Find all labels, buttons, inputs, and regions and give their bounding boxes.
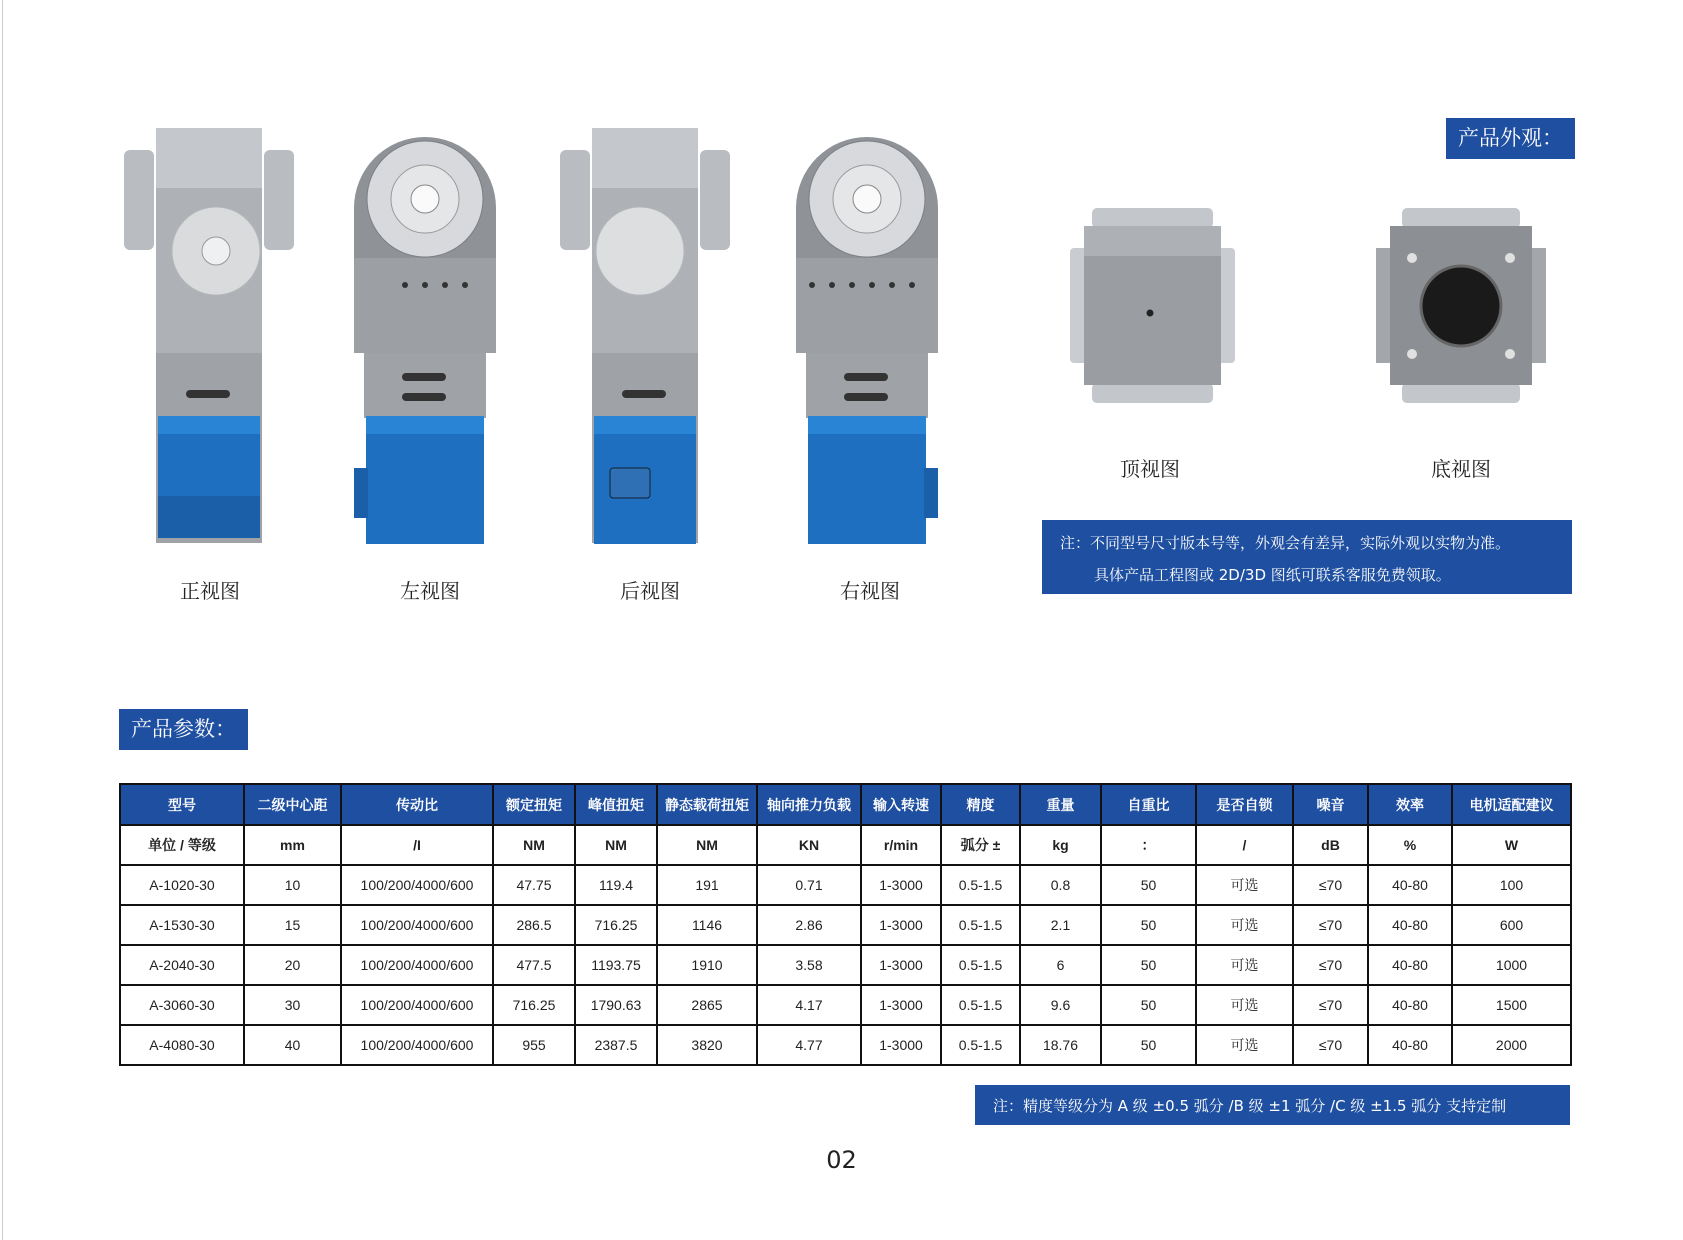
- table-row: [120, 985, 1571, 1025]
- table-cell: 0.5-1.5: [941, 905, 1020, 945]
- page-left-rule: [2, 0, 3, 1240]
- table-cell: 600: [1452, 905, 1571, 945]
- top-view-image: [1070, 208, 1235, 403]
- table-cell: 1-3000: [861, 905, 941, 945]
- table-cell: 4.17: [757, 985, 861, 1025]
- front-view-image: [124, 128, 294, 548]
- table-cell: 119.4: [575, 865, 657, 905]
- header-cell: 精度: [941, 784, 1020, 825]
- table-cell: 40-80: [1368, 905, 1452, 945]
- table-cell: 2.86: [757, 905, 861, 945]
- table-cell: 2.1: [1020, 905, 1101, 945]
- table-cell: 1-3000: [861, 945, 941, 985]
- right-view-caption: 右视图: [840, 579, 900, 603]
- units-cell: 单位 / 等级: [120, 825, 244, 865]
- table-cell: 可选: [1196, 905, 1293, 945]
- units-cell: /I: [341, 825, 493, 865]
- precision-note: [975, 1085, 1570, 1125]
- table-cell: 286.5: [493, 905, 575, 945]
- units-cell: mm: [244, 825, 341, 865]
- header-cell: 静态载荷扭矩: [657, 784, 757, 825]
- header-cell: 效率: [1368, 784, 1452, 825]
- table-cell: 可选: [1196, 865, 1293, 905]
- table-cell: A-4080-30: [120, 1025, 244, 1065]
- table-cell: 0.8: [1020, 865, 1101, 905]
- header-cell: 传动比: [341, 784, 493, 825]
- table-cell: 0.5-1.5: [941, 865, 1020, 905]
- table-cell: 1-3000: [861, 985, 941, 1025]
- top-view-caption: 顶视图: [1120, 457, 1180, 481]
- units-cell: kg: [1020, 825, 1101, 865]
- table-cell: 716.25: [575, 905, 657, 945]
- appearance-note: [1042, 520, 1572, 594]
- table-cell: A-1530-30: [120, 905, 244, 945]
- table-cell: ≤70: [1293, 865, 1368, 905]
- table-cell: 9.6: [1020, 985, 1101, 1025]
- table-cell: 1193.75: [575, 945, 657, 985]
- table-cell: 30: [244, 985, 341, 1025]
- table-cell: 0.71: [757, 865, 861, 905]
- table-cell: 4.77: [757, 1025, 861, 1065]
- page-number: 02: [826, 1146, 857, 1174]
- table-cell: 2000: [1452, 1025, 1571, 1065]
- table-cell: 40: [244, 1025, 341, 1065]
- appearance-note-line2: 具体产品工程图或 2D/3D 图纸可联系客服免费领取。: [1094, 566, 1451, 584]
- front-view-caption: 正视图: [180, 579, 240, 603]
- header-cell: 型号: [120, 784, 244, 825]
- table-cell: ≤70: [1293, 985, 1368, 1025]
- table-cell: 100/200/4000/600: [341, 1025, 493, 1065]
- table-cell: 1-3000: [861, 1025, 941, 1065]
- header-cell: 电机适配建议: [1452, 784, 1571, 825]
- table-cell: 716.25: [493, 985, 575, 1025]
- table-cell: ≤70: [1293, 1025, 1368, 1065]
- table-cell: 3.58: [757, 945, 861, 985]
- table-cell: 100/200/4000/600: [341, 945, 493, 985]
- table-cell: 50: [1101, 1025, 1196, 1065]
- table-cell: 可选: [1196, 945, 1293, 985]
- header-cell: 二级中心距: [244, 784, 341, 825]
- units-cell: r/min: [861, 825, 941, 865]
- table-cell: 20: [244, 945, 341, 985]
- table-cell: 1500: [1452, 985, 1571, 1025]
- table-cell: 191: [657, 865, 757, 905]
- table-cell: A-2040-30: [120, 945, 244, 985]
- table-cell: A-3060-30: [120, 985, 244, 1025]
- header-cell: 噪音: [1293, 784, 1368, 825]
- units-cell: ：: [1101, 825, 1196, 865]
- units-cell: W: [1452, 825, 1571, 865]
- table-cell: 可选: [1196, 1025, 1293, 1065]
- table-cell: ≤70: [1293, 905, 1368, 945]
- header-cell: 峰值扭矩: [575, 784, 657, 825]
- table-cell: A-1020-30: [120, 865, 244, 905]
- units-cell: /: [1196, 825, 1293, 865]
- bottom-view-image: [1376, 208, 1546, 403]
- table-cell: 1910: [657, 945, 757, 985]
- table-cell: 15: [244, 905, 341, 945]
- table-cell: 3820: [657, 1025, 757, 1065]
- precision-note-text: 注：精度等级分为 A 级 ±0.5 弧分 /B 级 ±1 弧分 /C 级 ±1.5 弧分 支持定制: [993, 1097, 1507, 1115]
- table-cell: 1-3000: [861, 865, 941, 905]
- table-cell: 100/200/4000/600: [341, 985, 493, 1025]
- appearance-note-line1: 注：不同型号尺寸版本号等，外观会有差异，实际外观以实物为准。: [1060, 534, 1511, 552]
- params-section-tag: 产品参数：: [119, 709, 248, 750]
- spec-table: [119, 783, 1572, 1066]
- table-cell: 50: [1101, 945, 1196, 985]
- table-cell: 40-80: [1368, 865, 1452, 905]
- table-cell: 10: [244, 865, 341, 905]
- back-view-image: [560, 128, 730, 548]
- table-cell: 1146: [657, 905, 757, 945]
- table-cell: 6: [1020, 945, 1101, 985]
- units-cell: %: [1368, 825, 1452, 865]
- table-cell: 18.76: [1020, 1025, 1101, 1065]
- table-row: [120, 945, 1571, 985]
- header-cell: 输入转速: [861, 784, 941, 825]
- table-cell: 955: [493, 1025, 575, 1065]
- units-cell: NM: [575, 825, 657, 865]
- header-cell: 是否自锁: [1196, 784, 1293, 825]
- table-row: [120, 905, 1571, 945]
- table-cell: 40-80: [1368, 985, 1452, 1025]
- table-header-row: [120, 784, 1571, 825]
- table-row: [120, 865, 1571, 905]
- table-row: [120, 1025, 1571, 1065]
- table-cell: 2865: [657, 985, 757, 1025]
- table-cell: 40-80: [1368, 945, 1452, 985]
- table-cell: 0.5-1.5: [941, 1025, 1020, 1065]
- table-cell: 100/200/4000/600: [341, 905, 493, 945]
- units-cell: dB: [1293, 825, 1368, 865]
- header-cell: 额定扭矩: [493, 784, 575, 825]
- table-units-row: [120, 825, 1571, 865]
- right-view-image: [792, 128, 942, 548]
- table-cell: 1000: [1452, 945, 1571, 985]
- table-cell: 0.5-1.5: [941, 945, 1020, 985]
- units-cell: 弧分 ±: [941, 825, 1020, 865]
- table-cell: 1790.63: [575, 985, 657, 1025]
- header-cell: 轴向推力负载: [757, 784, 861, 825]
- table-cell: ≤70: [1293, 945, 1368, 985]
- table-cell: 100: [1452, 865, 1571, 905]
- left-view-caption: 左视图: [400, 579, 460, 603]
- header-cell: 重量: [1020, 784, 1101, 825]
- units-cell: NM: [493, 825, 575, 865]
- left-view-image: [350, 128, 500, 548]
- table-cell: 50: [1101, 985, 1196, 1025]
- table-cell: 可选: [1196, 985, 1293, 1025]
- table-cell: 50: [1101, 905, 1196, 945]
- back-view-caption: 后视图: [620, 579, 680, 603]
- appearance-section-tag: 产品外观：: [1446, 118, 1575, 159]
- table-cell: 100/200/4000/600: [341, 865, 493, 905]
- table-cell: 47.75: [493, 865, 575, 905]
- units-cell: NM: [657, 825, 757, 865]
- table-cell: 0.5-1.5: [941, 985, 1020, 1025]
- units-cell: KN: [757, 825, 861, 865]
- header-cell: 自重比: [1101, 784, 1196, 825]
- table-cell: 477.5: [493, 945, 575, 985]
- table-cell: 2387.5: [575, 1025, 657, 1065]
- table-cell: 50: [1101, 865, 1196, 905]
- table-cell: 40-80: [1368, 1025, 1452, 1065]
- bottom-view-caption: 底视图: [1431, 457, 1491, 481]
